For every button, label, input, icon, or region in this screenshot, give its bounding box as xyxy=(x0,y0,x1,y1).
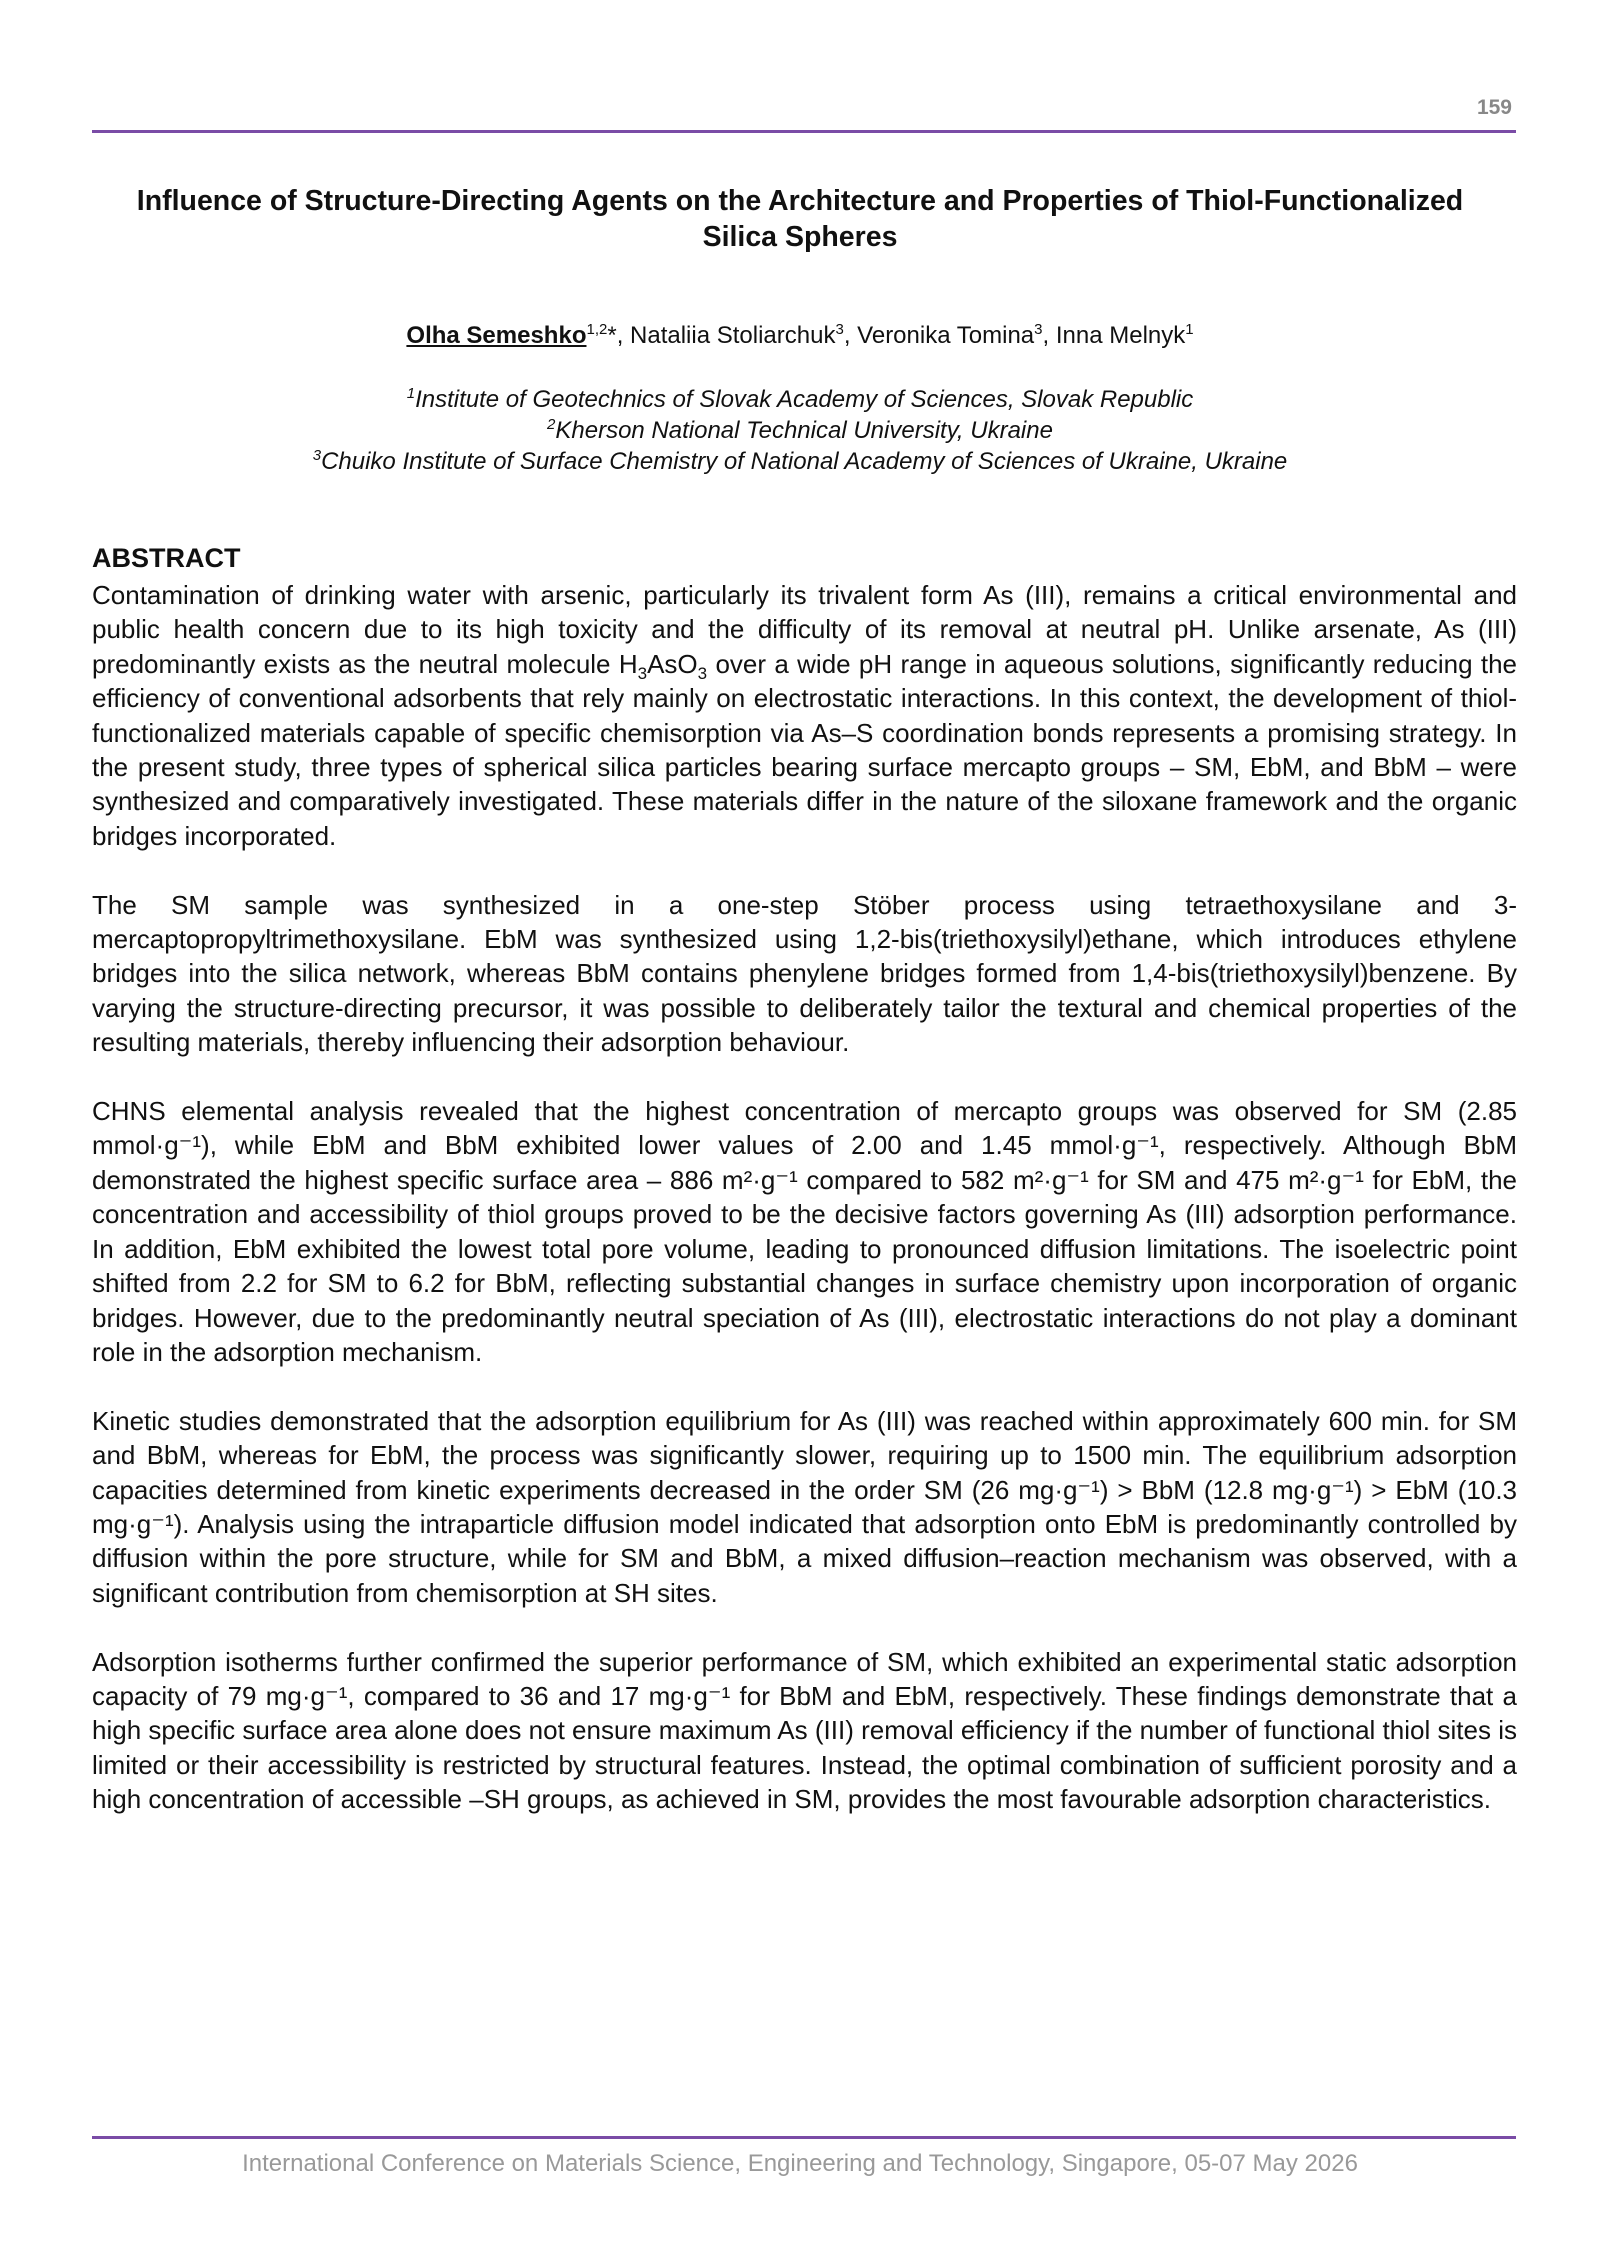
affiliation-text: Kherson National Technical University, Ukraine xyxy=(555,417,1053,444)
author-list xyxy=(0,322,1600,350)
author-separator: , xyxy=(1042,322,1056,349)
paper-title: Influence of Structure-Directing Agents on the Architecture and Properties of Thiol-Functionalized Silica Spheres xyxy=(136,185,1464,253)
abstract-body xyxy=(92,578,1517,1851)
page-number: 159 xyxy=(1476,96,1512,119)
author-name: Veronika Tomina xyxy=(857,322,1035,349)
abstract-heading: ABSTRACT xyxy=(92,543,241,573)
abstract-paragraph-1 xyxy=(92,578,1517,853)
presenting-author: Olha Semeshko xyxy=(406,322,587,349)
affiliation-1 xyxy=(0,384,1600,415)
paragraph-text: Contamination of drinking water with arsenic, particularly its trivalent form As (III), remains a critical environmental and public health concern due to its high toxicity and the difficulty of its removal at neutral pH. Unlike arsenate, As (III) predominantly exists as the neutral molecule H xyxy=(92,580,1517,679)
affiliation-number: 1 xyxy=(406,385,416,402)
subscript: 3 xyxy=(637,664,648,683)
author-separator: , xyxy=(843,322,858,349)
author-affiliation-marker: 3 xyxy=(835,321,844,338)
author-affiliation-marker: 3 xyxy=(1034,321,1043,338)
affiliation-text: Chuiko Institute of Surface Chemistry of National Academy of Sciences of Ukraine, Ukraine xyxy=(321,448,1288,475)
author-name: Nataliia Stoliarchuk xyxy=(630,322,836,349)
affiliation-text: Institute of Geotechnics of Slovak Academy of Sciences, Slovak Republic xyxy=(415,386,1194,413)
affiliations xyxy=(0,384,1600,477)
header-divider xyxy=(92,130,1516,133)
abstract-paragraph-3: CHNS elemental analysis revealed that the highest concentration of mercapto groups was observed for SM (2.85 mmol·g⁻¹), while EbM and BbM exhibited lower values of 2.00 and 1.45 mmol·g⁻¹, respectively. Although BbM demonstrated the highest specific surface area – 886 m²·g⁻¹ compared to 582 m²·g⁻¹ for SM and 475 m²·g⁻¹ for EbM, the concentration and accessibility of thiol groups proved to be the decisive factors governing As (III) adsorption performance. In addition, EbM exhibited the lowest total pore volume, leading to pronounced diffusion limitations. The isoelectric point shifted from 2.2 for SM to 6.2 for BbM, reflecting substantial changes in surface chemistry upon incorporation of organic bridges. However, due to the predominantly neutral speciation of As (III), electrostatic interactions do not play a dominant role in the adsorption mechanism. xyxy=(92,1096,1517,1367)
affiliation-number: 3 xyxy=(312,447,322,464)
corresponding-author-mark: * xyxy=(607,322,617,349)
paragraph-text: AsO xyxy=(647,648,698,679)
affiliation-2 xyxy=(0,415,1600,446)
abstract-paragraph-4: Kinetic studies demonstrated that the adsorption equilibrium for As (III) was reached within approximately 600 min. for SM and BbM, whereas for EbM, the process was significantly slower, requiring up to 1500 min. The equilibrium adsorption capacities determined from kinetic experiments decreased in the order SM (26 mg·g⁻¹) > BbM (12.8 mg·g⁻¹) > EbM (10.3 mg·g⁻¹). Analysis using the intraparticle diffusion model indicated that adsorption onto EbM is predominantly controlled by diffusion within the pore structure, while for SM and BbM, a mixed diffusion–reaction mechanism was observed, with a significant contribution from chemisorption at SH sites. xyxy=(92,1405,1517,1608)
author-separator: , xyxy=(616,322,631,349)
affiliation-3 xyxy=(0,446,1600,477)
abstract-paragraph-2: The SM sample was synthesized in a one-step Stöber process using tetraethoxysilane and 3-mercaptopropyltrimethoxysilane. EbM was synthesized using 1,2-bis(triethoxysilyl)ethane, which introduces ethylene bridges into the silica network, whereas BbM contains phenylene bridges formed from 1,4-bis(triethoxysilyl)benzene. By varying the structure-directing precursor, it was possible to deliberately tailor the textural and chemical properties of the resulting materials, thereby influencing their adsorption behaviour. xyxy=(92,889,1517,1058)
author-affiliation-marker: 1,2 xyxy=(586,321,608,338)
author-name: Inna Melnyk xyxy=(1055,322,1186,349)
author-affiliation-marker: 1 xyxy=(1185,321,1194,338)
conference-footer: International Conference on Materials Science, Engineering and Technology, Singapore, 05-07 May 2026 xyxy=(242,2150,1358,2177)
subscript: 3 xyxy=(697,664,708,683)
abstract-paragraph-5: Adsorption isotherms further confirmed the superior performance of SM, which exhibited an experimental static adsorption capacity of 79 mg·g⁻¹, compared to 36 and 17 mg·g⁻¹ for BbM and EbM, respectively. These findings demonstrate that a high specific surface area alone does not ensure maximum As (III) removal efficiency if the number of functional thiol sites is limited or their accessibility is restricted by structural features. Instead, the optimal combination of sufficient porosity and a high concentration of accessible –SH groups, as achieved in SM, provides the most favourable adsorption characteristics. xyxy=(92,1646,1517,1815)
footer-divider xyxy=(92,2136,1516,2139)
paragraph-text: over a wide pH range in aqueous solutions, significantly reducing the efficiency of conventional adsorbents that rely mainly on electrostatic interactions. In this context, the development of thiol-functionalized materials capable of specific chemisorption via As–S coordination bonds represents a promising strategy. In the present study, three types of spherical silica particles bearing surface mercapto groups – SM, EbM, and BbM – were synthesized and comparatively investigated. These materials differ in the nature of the siloxane framework and the organic bridges incorporated. xyxy=(92,648,1518,851)
affiliation-number: 2 xyxy=(547,416,556,433)
